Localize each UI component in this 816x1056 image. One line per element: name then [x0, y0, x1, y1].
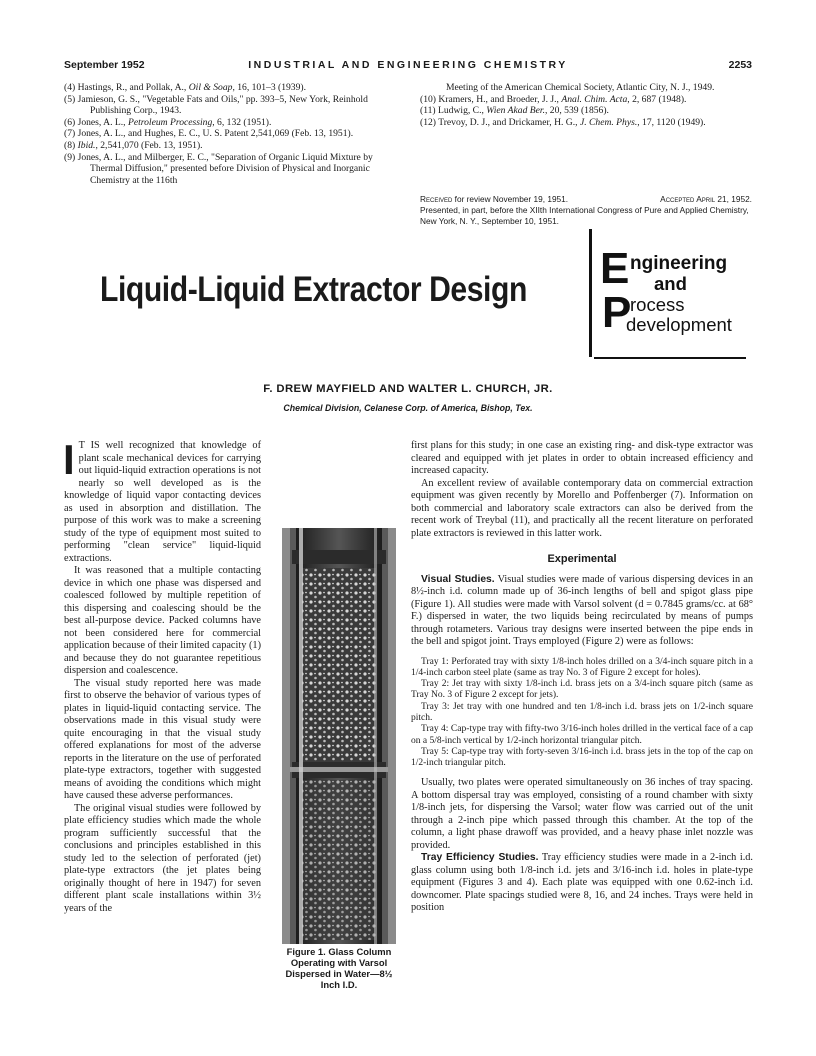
authors: F. DREW MAYFIELD AND WALTER L. CHURCH, JR. [263, 383, 553, 395]
figure-1-caption: Figure 1. Glass Column Operating with Varsol Dispersed in Water—8½ Inch I.D. [285, 946, 393, 990]
tray-item: Tray 1: Perforated tray with sixty 1/8-inch holes drilled on a 3/4-inch square pitch in a 1/4-inch carbon steel plate (same as tray No. 3 of Figure 2 except for holes). [411, 656, 753, 678]
paragraph: The original visual studies were followed by plate efficiency studies which made the whole program sufficiently successful that the conclusions and principles established in this study led to the selection of perforated (jet) plate-type extractors (the jet plates being originally thought of here in 1947) for seven different plant scale installations within 3½ years of the [64, 802, 261, 914]
journal-name: INDUSTRIAL AND ENGINEERING CHEMISTRY [248, 59, 568, 71]
paragraph: It was reasoned that a multiple contacting device in which one phase was dispersed and coalesced followed by multiple repetition of this dispersing and coalescing should be the best all-purpose device. Packed columns have not been considered here for commercial application because of their limited capacity (1) and because they do not guarantee repetitious dispersion and coalescence. [64, 565, 261, 676]
references-right [420, 82, 752, 128]
reference-item: Meeting of the American Chemical Society, Atlantic City, N. J., 1949. [446, 82, 715, 93]
section-divider [589, 229, 592, 357]
reference-item: (8) Ibid., 2,541,070 (Feb. 13, 1951). [64, 139, 203, 151]
paragraph: I T IS well recognized that knowledge of plant scale mechanical devices for carrying out liquid-liquid extraction operations is not nearly so well developed as is the knowledge of liquid vapor contacting devices as used in absorption and distillation. The purpose of this work was to make a screening study of the type of equipment most suited to performing "clean service" liquid-liquid extractions. [63, 436, 261, 564]
tray-item: Tray 4: Cap-type tray with fifty-two 3/16-inch holes drilled in the vertical face of a cap on a 5/8-inch vertical by 1/2-inch horizontal triangular pitch. [411, 724, 753, 746]
section-rule [594, 357, 746, 359]
references-left [64, 82, 399, 186]
affiliation: Chemical Division, Celanese Corp. of America, Bishop, Tex. [283, 403, 533, 413]
tray-item: Tray 5: Cap-type tray with forty-seven 3/16-inch i.d. brass jets in the top of the cap on 1/2-inch triangular pitch. [411, 746, 753, 769]
reference-item: (4) Hastings, R., and Pollak, A., Oil & Soap, 16, 101–3 (1939). [64, 82, 306, 93]
paragraph: The visual study reported here was made first to observe the behavior of various types of plates in liquid-liquid contacting service. The observations made in this visual study were quite encouraging in that the visual study offered explanations for most of the adverse reports in the literature on the use of perforated plate-type extractors, together with suggested means of avoiding the conditions which might have caused these adverse performances. [64, 677, 261, 801]
section-logo: E ngineering and P rocess development [600, 244, 732, 337]
reference-item: (5) Jamieson, G. S., "Vegetable Fats and Oils," pp. 393–5, New York, Reinhold Publishing Corp., 1943. [64, 93, 368, 117]
reference-item: (9) Jones, A. L., and Milberger, E. C., "Separation of Organic Liquid Mixture by Thermal Diffusion," presented before Division of Physical and Inorganic Chemistry at the 116th [64, 151, 373, 186]
section-heading: Experimental [547, 553, 617, 565]
paragraph: Visual Studies. Visual studies were made of various dispersing devices in an 8½-inch i.d. column made up of 36-inch lengths of bell and spigot glass pipe (Figure 1). All studies were made with Varsol solvent (d = 0.7845 grams/cc. at 68° F.) dispersed in water, the two liquids being recirculated by means of pumps through rotameters. Various tray designs were inserted between the pipe ends in the bell and spigot joint. Trays employed (Figure 2) were as follows: [411, 573, 753, 647]
paragraph: An excellent review of available contemporary data on commercial extraction equipment was given recently by Morello and Poffenberger (7). Information on both commercial and laboratory scale extractors can also be derived from the recent work of Treybal (11), and practically all the recent literature on perforated plate extractors is reviewed in this latter work. [411, 477, 753, 539]
received-note: Received for review November 19, 1951. Accepted April 21, 1952. Presented, in part, before the XIIth International Congress of Pure and Applied Chemistry, New York, N. Y., September 10, 1951. [420, 194, 752, 226]
figure-1-photo [282, 528, 396, 944]
reference-item: (6) Jones, A. L., Petroleum Processing, 6, 132 (1951). [64, 116, 272, 128]
reference-item: (10) Kramers, H., and Broeder, J. J., Anal. Chim. Acta, 2, 687 (1948). [420, 93, 687, 105]
tray-item: Tray 2: Jet tray with sixty 1/8-inch i.d. brass jets on a 3/4-inch square pitch (same as Tray No. 3 of Figure 2 except for jets). [411, 679, 753, 701]
running-head [64, 59, 752, 75]
paragraph: first plans for this study; in one case an existing ring- and disk-type extractor was cleared and equipped with jet plates in order to obtain increased efficiency and increased capacity. [411, 440, 753, 476]
drop-cap: I [63, 436, 75, 483]
reference-item: (7) Jones, A. L., and Hughes, E. C., U. S. Patent 2,541,069 (Feb. 13, 1951). [64, 128, 354, 140]
page-number: 2253 [728, 59, 752, 71]
issue-date: September 1952 [64, 59, 145, 71]
body-column-right [411, 440, 753, 915]
article-title: Liquid-Liquid Extractor Design [100, 270, 527, 309]
paragraph: Usually, two plates were operated simultaneously on 36 inches of tray spacing. A bottom dispersal tray was employed, consisting of a round chamber with sixty 1/8-inch jets, for dispersing the Varsol; water flow was carried out of the unit through a 2-inch pipe which passed through this chamber. At the top of the column, a light phase drawoff was provided, and a heavy phase inlet nozzle was provided. [411, 777, 753, 851]
reference-item: (11) Ludwig, C., Wien Akad Ber., 20, 539 (1856). [420, 105, 609, 117]
paragraph: Tray Efficiency Studies. Tray efficiency studies were made in a 2-inch i.d. glass column using both 1/8-inch i.d. jets and 3/16-inch i.d. holes in plate-type equipment (Figures 3 and 4). Each plate was equipped with one 0.62-inch i.d. downcomer. Plate spacings studied were 8, 16, and 24 inches. Trays were held in position [411, 852, 753, 914]
tray-item: Tray 3: Jet tray with one hundred and ten 1/8-inch i.d. brass jets on 1/2-inch square pitch. [411, 701, 753, 723]
reference-item: (12) Trevoy, D. J., and Drickamer, H. G., J. Chem. Phys., 17, 1120 (1949). [420, 116, 706, 128]
